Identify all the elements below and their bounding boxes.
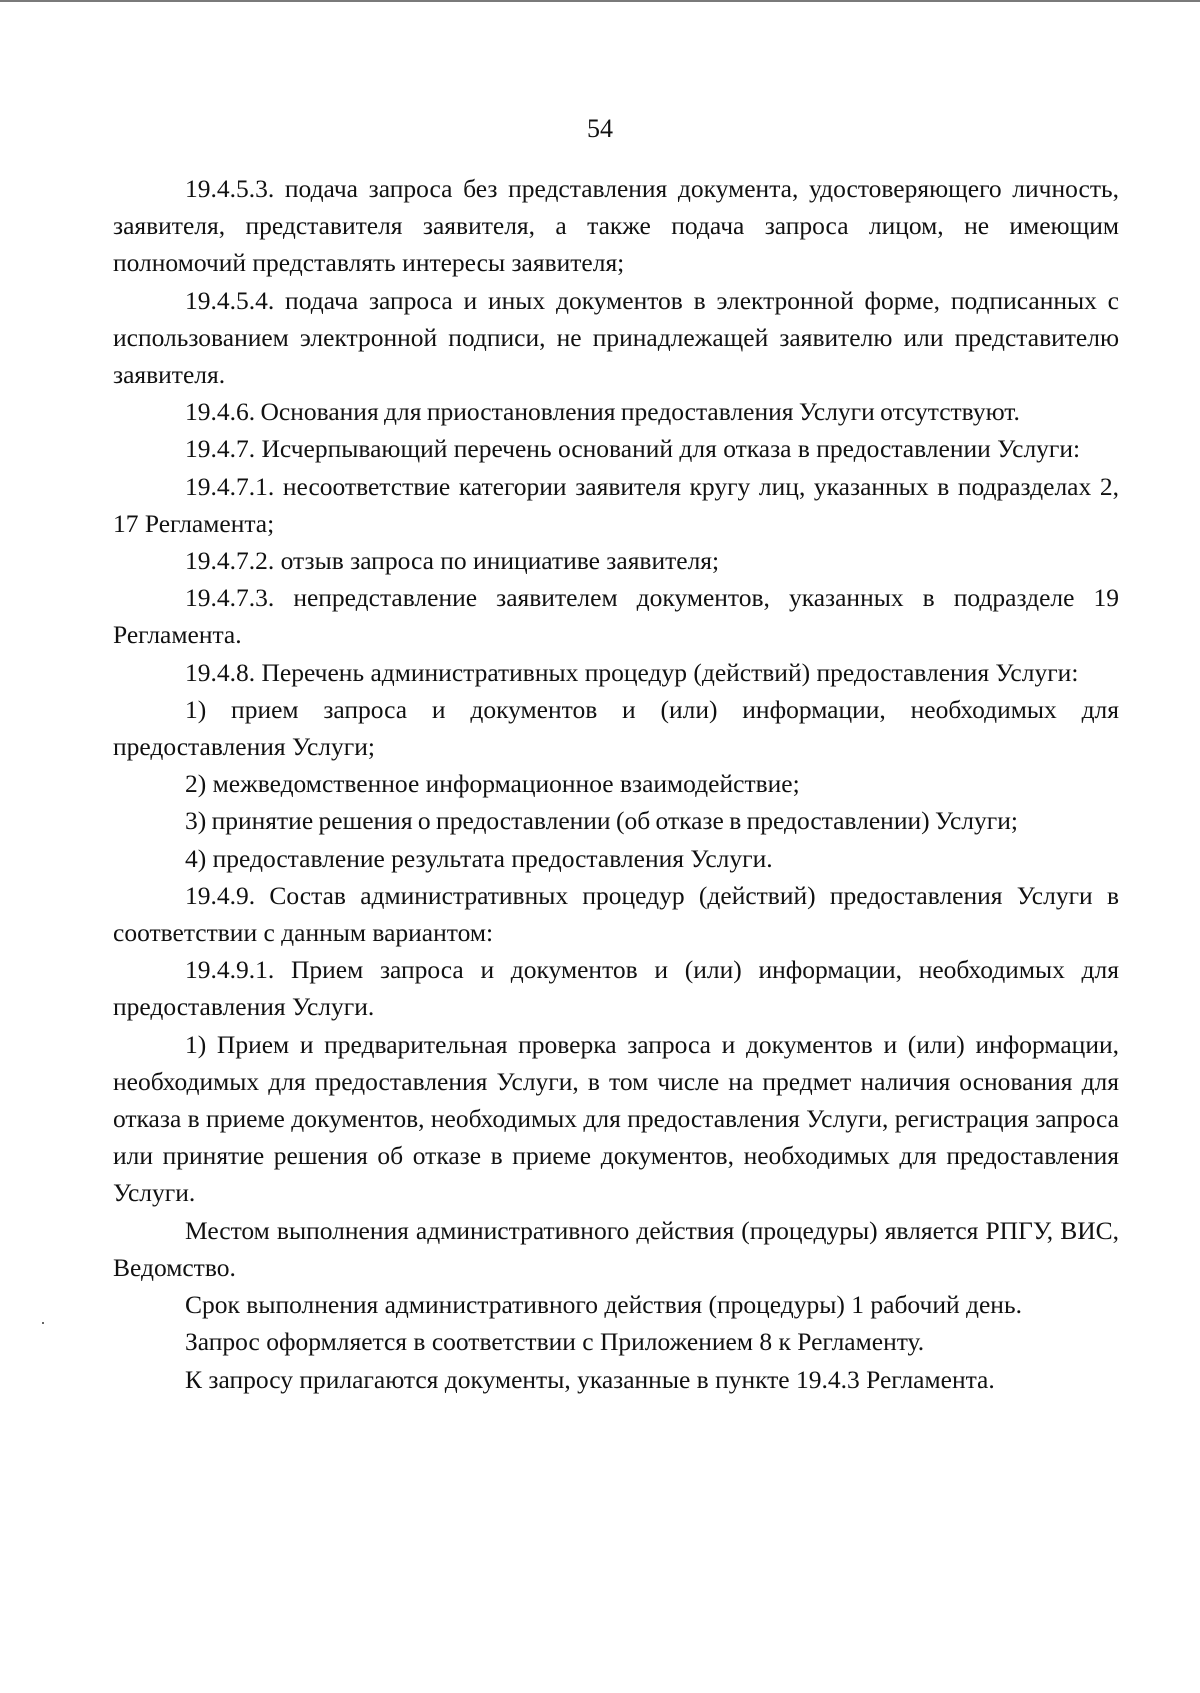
paragraph-attached-documents: К запросу прилагаются документы, указанные в пункте 19.4.3 Регламента. — [185, 1364, 995, 1394]
scan-speck — [42, 1322, 44, 1324]
list-item-action-1: 1) Прием и предварительная проверка запроса и документов и (или) информации, необходимых для предоставления Услуги, в том числе на предмет наличия основания для отказа в приеме документов, необходимых для предоставления Услуги, регистрация запроса или принятие решения об отказе в приеме документов, необходимых для предоставления Услуги. — [113, 1029, 1120, 1208]
list-item-procedure-4: 4) предоставление результата предоставления Услуги. — [185, 843, 773, 873]
paragraph-19-4-5-4: 19.4.5.4. подача запроса и иных документов в электронной форме, подписанных с использованием электронной подписи, не принадлежащей заявителю или представителю заявителя. — [113, 285, 1119, 390]
paragraph-place-of-execution: Местом выполнения административного действия (процедуры) является РПГУ, ВИС, Ведомство. — [113, 1215, 1119, 1282]
paragraph-execution-term: Срок выполнения административного действия (процедуры) 1 рабочий день. — [185, 1290, 1022, 1320]
page-number: 54 — [587, 114, 613, 143]
paragraph-19-4-7: 19.4.7. Исчерпывающий перечень оснований для отказа в предоставлении Услуги: — [185, 434, 1081, 464]
paragraph-request-format: Запрос оформляется в соответствии с Приложением 8 к Регламенту. — [185, 1327, 925, 1357]
paragraph-19-4-8: 19.4.8. Перечень административных процедур (действий) предоставления Услуги: — [185, 657, 1079, 687]
paragraph-19-4-9-1: 19.4.9.1. Прием запроса и документов и (или) информации, необходимых для предоставления Услуги. — [113, 955, 1119, 1022]
scan-top-edge — [0, 0, 1200, 2]
paragraph-19-4-7-2: 19.4.7.2. отзыв запроса по инициативе заявителя; — [185, 546, 720, 576]
paragraph-19-4-9: 19.4.9. Состав административных процедур (действий) предоставления Услуги в соответствии с данным вариантом: — [113, 880, 1119, 948]
list-item-procedure-1: 1) прием запроса и документов и (или) информации, необходимых для предоставления Услуги; — [113, 694, 1119, 762]
document-body — [113, 170, 1119, 1398]
paragraph-19-4-7-3: 19.4.7.3. непредставление заявителем документов, указанных в подразделе 19 Регламента. — [113, 583, 1119, 650]
paragraph-19-4-7-1: 19.4.7.1. несоответствие категории заявителя кругу лиц, указанных в подразделах 2, 17 Регламента; — [113, 471, 1119, 538]
list-item-procedure-2: 2) межведомственное информационное взаимодействие; — [185, 769, 800, 799]
list-item-procedure-3: 3) принятие решения о предоставлении (об отказе в предоставлении) Услуги; — [185, 806, 1018, 836]
paragraph-19-4-5-3: 19.4.5.3. подача запроса без представления документа, удостоверяющего личность, заявителя, представителя заявителя, а также подача запроса лицом, не имеющим полномочий представлять интересы заявителя; — [113, 174, 1119, 278]
paragraph-19-4-6: 19.4.6. Основания для приостановления предоставления Услуги отсутствуют. — [185, 397, 1020, 427]
